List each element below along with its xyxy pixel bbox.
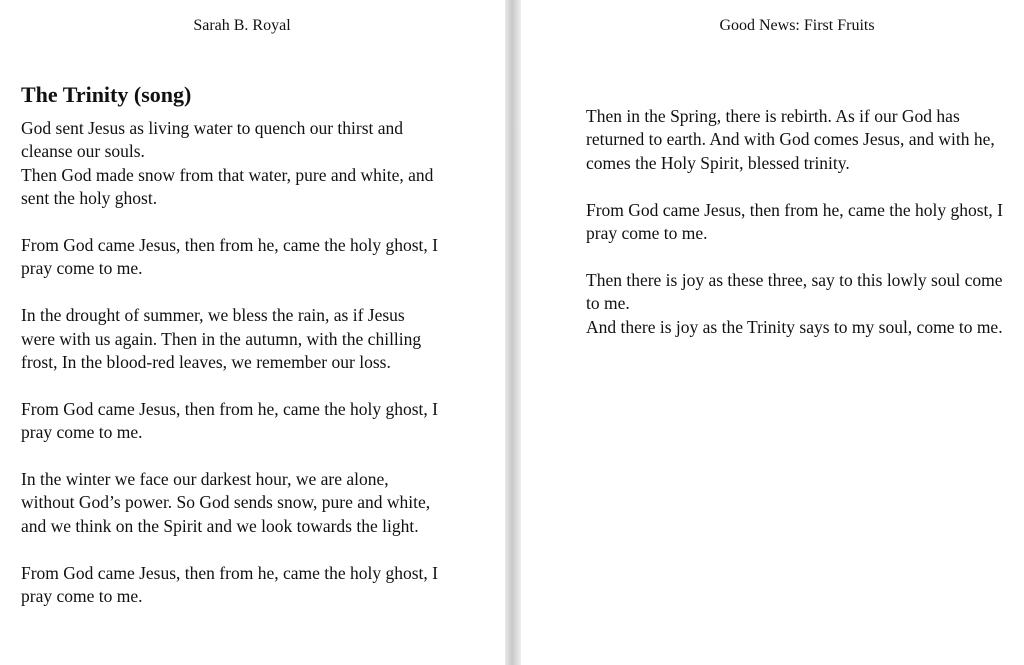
stanza-line: From God came Jesus, then from he, came the holy ghost, I pray come to me. xyxy=(21,562,438,607)
book-gutter xyxy=(505,0,521,665)
left-page-body xyxy=(21,117,441,632)
stanza xyxy=(21,304,441,374)
right-page xyxy=(521,0,1024,665)
refrain-stanza xyxy=(21,398,441,445)
left-running-head: Sarah B. Royal xyxy=(193,17,291,34)
stanza xyxy=(586,269,1011,339)
stanza-line: From God came Jesus, then from he, came the holy ghost, I pray come to me. xyxy=(21,398,438,443)
left-page xyxy=(0,0,505,665)
stanza-line: God sent Jesus as living water to quench our thirst and cleanse our souls. xyxy=(21,118,404,162)
stanza-line: From God came Jesus, then from he, came the holy ghost, I pray come to me. xyxy=(586,199,1003,244)
stanza-line: From God came Jesus, then from he, came the holy ghost, I pray come to me. xyxy=(21,235,438,279)
stanza-line: In the winter we face our darkest hour, we are alone, without God’s power. So God sends snow, pure and white, and we think on the Spirit and we look towards the light. xyxy=(21,469,431,536)
stanza-line: Then God made snow from that water, pure and white, and sent the holy ghost. xyxy=(21,164,434,209)
song-title: The Trinity (song) xyxy=(21,82,192,107)
stanza-line: Then in the Spring, there is rebirth. As if our God has returned to earth. And with God comes Jesus, and with he, comes the Holy Spirit, blessed trinity. xyxy=(586,106,995,173)
refrain-stanza xyxy=(586,199,1011,246)
right-running-head: Good News: First Fruits xyxy=(719,17,875,34)
right-page-body xyxy=(586,105,1011,362)
stanza xyxy=(21,117,441,211)
stanza xyxy=(586,105,1011,175)
stanza xyxy=(21,468,441,538)
stanza-line: In the drought of summer, we bless the rain, as if Jesus were with us again. Then in the autumn, with the chilling frost, In the blood-red leaves, we remember our loss. xyxy=(21,305,422,373)
stanza-line: Then there is joy as these three, say to this lowly soul come to me. xyxy=(586,269,1003,314)
refrain-stanza xyxy=(21,562,441,609)
stanza-line: And there is joy as the Trinity says to my soul, come to me. xyxy=(586,316,1003,337)
refrain-stanza xyxy=(21,234,441,281)
